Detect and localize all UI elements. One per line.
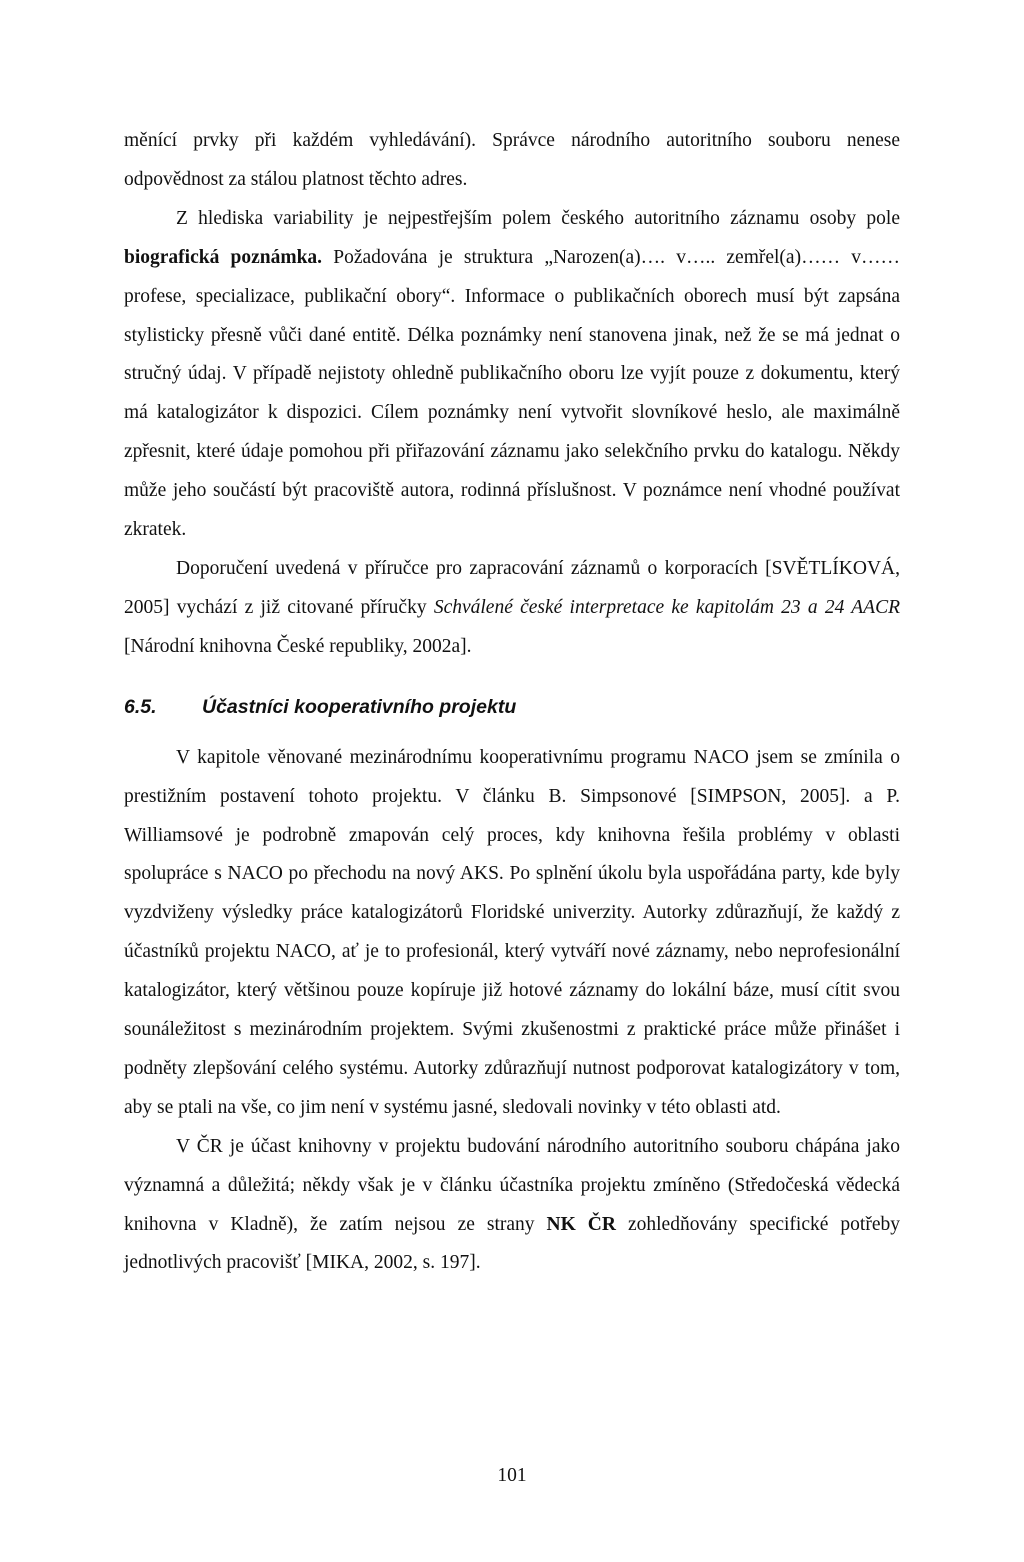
section-number: 6.5. [124, 695, 157, 718]
section-title: Účastníci kooperativního projektu [202, 695, 517, 718]
document-page [124, 122, 900, 1283]
paragraph-continuation [124, 122, 900, 200]
paragraph-text: Z hlediska variability je nejpestřejším polem českého autoritního záznamu osoby pole [176, 207, 900, 229]
paragraph-biographical-note [124, 200, 900, 550]
paragraph-recommendations [124, 550, 900, 667]
paragraph-text: měnící prvky při každém vyhledávání). Správce národního autoritního souboru nenese odpovědnost za stálou platnost těchto adres. [124, 130, 900, 190]
paragraph-text: [Národní knihovna České republiky, 2002a]. [124, 635, 472, 657]
paragraph-text: zohledňovány specifické potřeby jednotlivých pracovišť [MIKA, 2002, s. 197]. [124, 1213, 900, 1274]
paragraph-czech-participation [124, 1128, 900, 1284]
page-number: 101 [497, 1465, 527, 1486]
paragraph-naco [124, 739, 900, 1128]
bold-term: NK ČR [546, 1213, 616, 1235]
paragraph-text: V ČR je účast knihovny v projektu budování národního autoritního souboru chápána jako významná a důležitá; někdy však je v článku účastníka projektu zmíněno (Středočeská vědecká knihovna v Kladně), že zatím nejsou ze strany [124, 1135, 900, 1235]
paragraph-text: Požadována je struktura „Narozen(a)…. v….. zemřel(a)…… v……profese, specializace, publikační obory“. Informace o publikačních oborech musí být zapsána stylisticky přesně vůči dané entitě. Délka poznámky není stanovena jinak, než že se má jednat o stručný údaj. V případě nejistoty ohledně publikačního oboru lze vyjít pouze z dokumentu, který má katalogizátor k dispozici. Cílem poznámky není vytvořit slovníkové heslo, ale maximálně zpřesnit, které údaje pomohou při přiřazování záznamu jako selekčního prvku do katalogu. Někdy může jeho součástí být pracoviště autora, rodinná příslušnost. V poznámce není vhodné používat zkratek. [124, 246, 900, 541]
paragraph-text: Doporučení uvedená v příručce pro zapracování záznamů o korporacích [SVĚTLÍKOVÁ, 2005] vychází z již citované příručky [124, 557, 900, 618]
bold-term: biografická poznámka. [124, 246, 323, 268]
section-heading [124, 693, 900, 721]
paragraph-text: V kapitole věnované mezinárodnímu kooperativnímu programu NACO jsem se zmínila o prestižním postavení tohoto projektu. V článku B. Simpsonové [SIMPSON, 2005]. a P. Williamsové je podrobně zmapován celý proces, kdy knihovna řešila problémy v oblasti spolupráce s NACO po přechodu na nový AKS. Po splnění úkolu byla uspořádána party, kde byly vyzdviženy výsledky práce katalogizátorů Floridské univerzity. Autorky zdůrazňují, že každý z účastníků projektu NACO, ať je to profesionál, který vytváří nové záznamy, nebo neprofesionální katalogizátor, který většinou pouze kopíruje již hotové záznamy do lokální báze, musí cítit svou sounáležitost s mezinárodním projektem. Svými zkušenostmi z praktické práce může přinášet i podněty zlepšování celého systému. Autorky zdůrazňují nutnost podporovat katalogizátory v tom, aby se ptali na vše, co jim není v systému jasné, sledovali novinky v této oblasti atd. [124, 746, 900, 1118]
italic-title: Schválené české interpretace ke kapitolám 23 a 24 AACR [433, 596, 901, 618]
